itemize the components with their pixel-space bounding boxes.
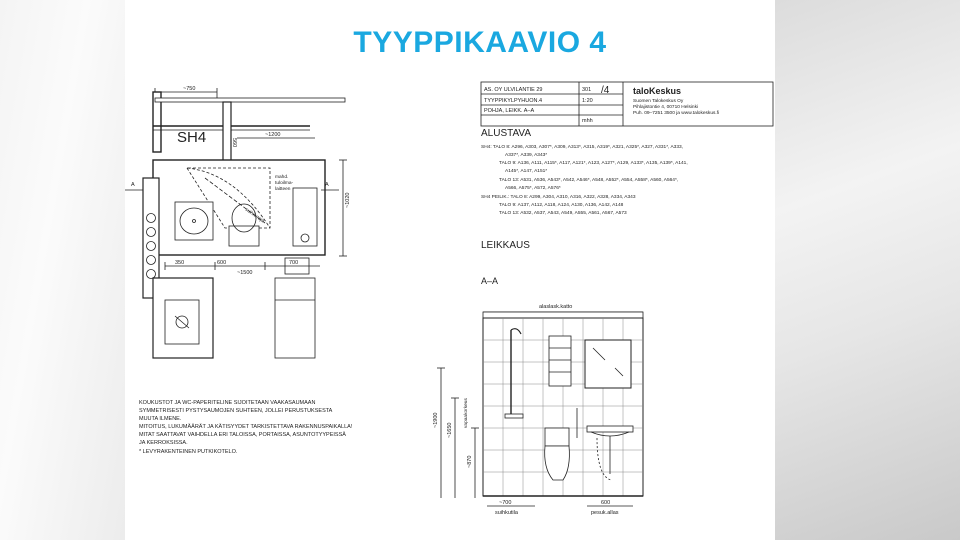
slide-title: TYYPPIKAAVIO 4 xyxy=(353,26,607,59)
section-view xyxy=(433,240,643,516)
section-mark-left: A xyxy=(131,182,135,188)
note-line-4: MITOITUS, LUKUMÄÄRÄT JA KÄTISYYDET TARKISTETTAVA RAKENNUSPAIKALLA! xyxy=(139,424,353,430)
bottom-dim-700: ~700 xyxy=(499,500,512,506)
section-label: A–A xyxy=(481,276,499,286)
tb-type: TYYPPIKYLPYHUON.4 xyxy=(484,98,543,104)
title-block xyxy=(481,82,773,126)
note-line-3: MUUTA ILMENE. xyxy=(139,416,182,422)
tb-drawing-no: 301 xyxy=(582,87,592,93)
alustava-line-7: SH4 PEILIK.: TALO 8: A299, A304, A310, A316, A322, A328, A334, A343 xyxy=(481,195,636,200)
ceiling-label: alaslask.katto xyxy=(539,304,573,310)
plan-dim-top: ~750 xyxy=(183,86,196,92)
bottom-label-pesukallas: pesuk.allas xyxy=(591,510,619,516)
plan-dim-1500: ~1500 xyxy=(237,270,253,276)
drawing-svg xyxy=(125,78,775,522)
height-dim-870: ~870 xyxy=(467,455,473,468)
plan-note-4: suihkuraja xyxy=(243,207,265,225)
alustava-line-9: TALO 13: A532, A537, A543, A549, A555, A561, A567, A573 xyxy=(499,211,627,216)
note-line-6: JA KERROKSISSA. xyxy=(139,440,188,446)
height-dim-1650: ~1650 xyxy=(447,422,453,438)
alustava-line-1: SH4: TALO 8: A296, A303, A307*, A309, A313*, A315, A319*, A321, A325*, A327, A331*, A333, xyxy=(481,145,683,150)
plan-note-1: mahd. xyxy=(275,175,289,180)
note-line-2: SYMMETRISESTI PYSTYSAUMOJEN SUHTEEN, JOLLEI PERUSTUKSESTA xyxy=(139,408,333,414)
note-line-7: * LEVYRAKENTEINEN PUTKIKOTELO. xyxy=(139,449,238,455)
tb-sheet: /4 xyxy=(601,85,610,96)
tb-company-sub: Suomen Talokeskus Oy xyxy=(633,99,684,104)
alustava-line-6: A566, A575*, A572, A576* xyxy=(505,186,561,191)
tb-scale: 1:20 xyxy=(582,98,593,104)
plan-note-3: laitteen xyxy=(275,187,291,192)
alustava-line-8: TALO 9: A137, A112, A118, A124, A130, A136, A142, A148 xyxy=(499,203,624,208)
plan-dim-600: 600 xyxy=(217,260,227,266)
tb-company-phone: Puh. 09–7251 3500 ja www.talokeskus.fi xyxy=(633,111,720,116)
bottom-dim-600: 600 xyxy=(601,500,611,506)
bottom-label-suihkutila: suihkutila xyxy=(495,510,518,516)
alustava-line-5: TALO 13: A531, A536, A543*, A542, A546*, A548, A552*, A554, A558*, A560, A564*, xyxy=(499,178,679,183)
plan-dim-1200: ~1200 xyxy=(265,132,281,138)
alustava-line-3: TALO 9: A136, A111, A115*, A117, A121*, A123, A127*, A129, A133*, A135, A139*, A141, xyxy=(499,161,688,166)
leikkaus-heading: LEIKKAUS xyxy=(481,240,530,251)
alustava-line-4: A145*, A147, A151* xyxy=(505,169,548,174)
height-dim-1900: ~1900 xyxy=(433,412,439,428)
tb-project: AS. OY ULVILANTIE 29 xyxy=(484,87,543,93)
alustava-list xyxy=(481,128,688,216)
company-logo-text: taloKeskus xyxy=(633,86,682,96)
background-left xyxy=(0,0,125,540)
vertical-label: vapaakorkeus xyxy=(464,398,469,428)
plan-dim-350: 350 xyxy=(175,260,185,266)
note-line-1: KOUKUSTOT JA WC-PAPERITELINE SIJOITETAAN VAAKASAUMAAN xyxy=(139,400,316,406)
tb-unit: mhh xyxy=(582,118,593,124)
tb-company-addr: Pihlajistontie 4, 00710 Helsinki xyxy=(633,105,699,110)
alustava-heading: ALUSTAVA xyxy=(481,128,532,139)
tb-view: POHJA, LEIKK. A–A xyxy=(484,108,535,114)
plan-dim-1020: ~1020 xyxy=(345,192,351,208)
room-label: SH4 xyxy=(177,129,207,146)
plan-dim-560: 560 xyxy=(231,138,237,148)
background-right xyxy=(775,0,960,540)
notes-block xyxy=(139,400,353,455)
plan-dim-700: 700 xyxy=(289,260,299,266)
floor-plan xyxy=(125,86,351,358)
section-mark-right: A xyxy=(325,182,329,188)
architectural-drawing xyxy=(125,78,775,522)
alustava-line-2: A337*, A339, A343* xyxy=(505,153,548,158)
note-line-5: MITAT SAATTAVAT VAIHDELLA ERI TALOISSA, PORTAISSA, ASUNTOTYYPEISSÄ xyxy=(139,432,346,438)
plan-note-2: tuloilma- xyxy=(275,181,294,186)
